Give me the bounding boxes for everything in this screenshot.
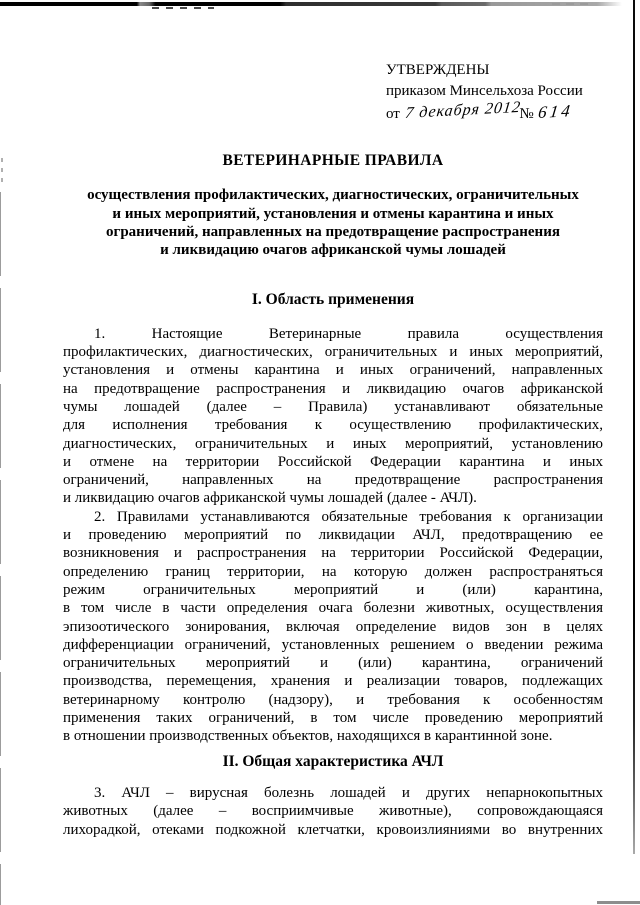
document-title: ВЕТЕРИНАРНЫЕ ПРАВИЛА bbox=[222, 152, 444, 169]
text-line: режим ограничительных мероприятий и (или) карантина, bbox=[63, 581, 603, 598]
scan-border-left bbox=[0, 192, 1, 905]
text-line: на предотвращение распространения и ликвидацию очагов африканской bbox=[63, 380, 603, 397]
text-line: установления и отмены карантина и иных ограничений, направленных bbox=[63, 362, 603, 379]
text-line: для исполнения требования к осуществлению профилактических, bbox=[63, 417, 603, 434]
approval-order-line: приказом Минсельхоза России bbox=[386, 83, 583, 99]
approval-prefix: от bbox=[386, 106, 400, 122]
text-line: 1. Настоящие Ветеринарные правила осуществления bbox=[94, 325, 603, 342]
scan-border-right bbox=[633, 0, 635, 854]
text-line: и ликвидацию очагов африканской чумы лошадей bbox=[160, 242, 506, 259]
number-sign: № bbox=[519, 106, 534, 122]
text-line: ограничительных мероприятий и (или) карантина, ограничений bbox=[63, 655, 603, 672]
text-line: и иных мероприятий, установления и отмены карантина и иных bbox=[112, 205, 554, 222]
text-line: ветеринарному контролю (надзору), и требования к особенностям bbox=[63, 691, 603, 708]
text-line: животных (далее – восприимчивые животные), сопровождающаяся bbox=[63, 803, 603, 820]
text-line: возникновения и распространения на территории Российской Федерации, bbox=[63, 545, 603, 562]
section-2-heading: II. Общая характеристика АЧЛ bbox=[222, 752, 444, 770]
text-line: в том числе в части определения очага болезни животных, осуществления bbox=[63, 600, 603, 617]
text-line: диагностических, ограничительных и иных мероприятий, установлению bbox=[63, 435, 603, 452]
section-1-heading: I. Область применения bbox=[251, 291, 415, 309]
handwritten-date: 7 декабря 2012 bbox=[403, 98, 522, 122]
text-line: осуществления профилактических, диагностических, ограничительных bbox=[87, 187, 579, 204]
text-line: ограничений, направленных на предотвращение распространения bbox=[63, 472, 603, 489]
paragraph-2 bbox=[63, 508, 603, 746]
text-line: применения таких ограничений, в том числе проведению мероприятий bbox=[63, 710, 603, 727]
text-line: и отмене на территории Российской Федерации карантина и иных bbox=[63, 453, 603, 470]
paragraph-1 bbox=[63, 325, 603, 508]
scan-dots-left bbox=[1, 158, 3, 188]
paragraph-3 bbox=[63, 784, 603, 839]
text-line: лихорадкой, отеками подкожной клетчатки, кровоизлияниями во внутренних bbox=[63, 821, 603, 838]
text-line: производства, перемещения, хранения и реализации товаров, подлежащих bbox=[63, 673, 603, 690]
text-line: и проведению мероприятий по ликвидации АЧЛ, предотвращению ее bbox=[63, 527, 603, 544]
text-line: чумы лошадей (далее – Правила) устанавливают обязательные bbox=[63, 398, 603, 415]
approval-approved-label: УТВЕРЖДЕНЫ bbox=[386, 62, 490, 78]
document-body bbox=[63, 0, 603, 839]
handwritten-number: 614 bbox=[537, 101, 575, 122]
scan-mark-bottom-right bbox=[597, 901, 640, 904]
text-line: дифференциации ограничений, установленных решением о введении режима bbox=[63, 636, 603, 653]
text-line: определению границ территории, на которую должен распространяться bbox=[63, 563, 603, 580]
text-line: и ликвидацию очагов африканской чумы лошадей (далее - АЧЛ). bbox=[63, 490, 477, 507]
text-line: профилактических, диагностических, ограничительных и иных мероприятий, bbox=[63, 344, 603, 361]
text-line: ограничений, направленных на предотвращение распространения bbox=[106, 223, 560, 240]
document-subtitle bbox=[63, 186, 603, 259]
text-line: в отношении производственных объектов, находящихся в карантинной зоне. bbox=[63, 728, 553, 745]
text-line: эпизоотического зонирования, включая определение видов зон в целях bbox=[63, 618, 603, 635]
text-line: 2. Правилами устанавливаются обязательные требования к организации bbox=[94, 508, 603, 525]
text-line: 3. АЧЛ – вирусная болезнь лошадей и других непарнокопытных bbox=[94, 784, 603, 801]
